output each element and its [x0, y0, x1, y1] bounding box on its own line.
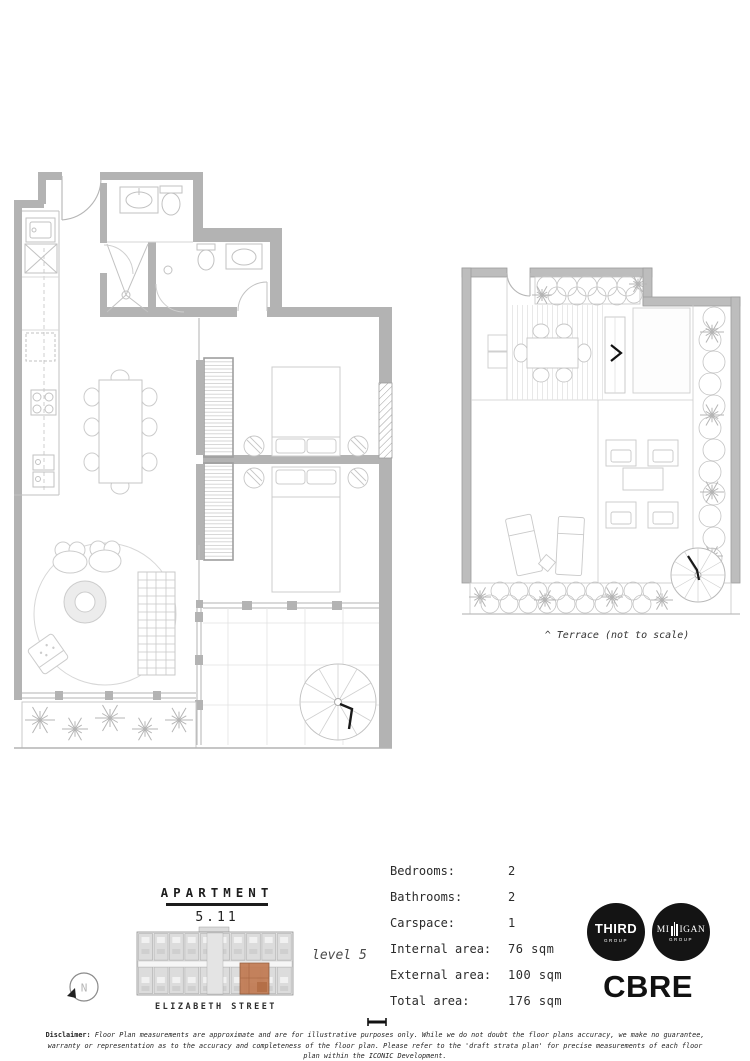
detail-row — [390, 916, 600, 942]
detail-value: 2 — [508, 890, 516, 905]
detail-label: Total area: — [390, 994, 470, 1009]
detail-value: 2 — [508, 864, 516, 878]
main-floor-plan — [10, 165, 400, 760]
bathroom-2 — [156, 244, 267, 312]
milligan-logo-sub: GROUP — [668, 937, 693, 943]
dining-set — [84, 370, 157, 494]
exterior-planter-strip — [379, 383, 392, 458]
planter-box — [22, 702, 196, 748]
bedroom-1 — [199, 318, 368, 457]
detail-row — [390, 942, 600, 968]
apartment-number: 5.11 — [195, 909, 239, 925]
top-planter — [532, 276, 647, 305]
lounge-chair — [27, 633, 69, 675]
outdoor-lounge — [505, 440, 678, 576]
bed — [272, 367, 340, 456]
spiral-stair — [671, 548, 725, 602]
detail-value: 76 sqm — [508, 942, 555, 957]
detail-label: Internal area: — [390, 942, 492, 957]
terrace-door — [507, 273, 530, 296]
detail-label: Bedrooms: — [390, 864, 456, 878]
shelf-unit — [138, 572, 175, 675]
title-block — [132, 885, 302, 925]
detail-row — [390, 994, 600, 1020]
level-key-plan — [135, 926, 295, 1004]
bed — [272, 467, 340, 592]
wardrobe — [204, 358, 233, 457]
sun-lounger — [505, 514, 542, 576]
detail-label: External area: — [390, 968, 492, 983]
milligan-group-logo — [652, 903, 710, 961]
apartment-details — [390, 864, 600, 1021]
third-group-logo — [587, 903, 645, 961]
cbre-logo: CBRE — [603, 969, 693, 1004]
third-logo-sub: GROUP — [603, 937, 628, 943]
north-label: N — [80, 981, 88, 995]
spiral-stair — [300, 664, 376, 740]
milligan-logo-text: MI — [656, 925, 670, 936]
entry-door — [62, 176, 101, 220]
detail-value: 176 sqm — [508, 994, 563, 1009]
detail-row — [390, 968, 600, 994]
detail-row — [390, 864, 600, 890]
core — [207, 933, 223, 994]
title-underline — [166, 903, 268, 906]
street-label: ELIZABETH STREET — [155, 1002, 277, 1012]
walls — [14, 172, 392, 748]
highlighted-unit — [240, 963, 269, 994]
detail-value: 100 sqm — [508, 968, 563, 983]
skyscraper-icon — [670, 922, 678, 936]
level-label: level 5 — [312, 948, 367, 963]
bench-seat — [605, 317, 625, 393]
disclaimer-text: Floor Plan measurements are approximate and are for illustrative purposes only. While we do not doubt the floor plans accuracy, we make no guarantee, warranty or representation as to the accuracy and completeness of the floor plan. Please refer to the 'draft strata plan' for precise measurements of each floor plan within the ICONIC Development. — [47, 1031, 705, 1061]
service-units — [488, 335, 507, 368]
balcony — [203, 608, 379, 745]
bedroom-2 — [199, 463, 368, 600]
disclaimer-label: Disclaimer: — [45, 1031, 91, 1039]
terrace-caption: ^ Terrace (not to scale) — [544, 630, 690, 641]
detail-label: Bathrooms: — [390, 890, 463, 905]
milligan-logo-text: IGAN — [679, 925, 706, 936]
sun-lounger — [556, 516, 585, 575]
north-arrow-icon — [58, 966, 104, 1008]
wardrobe — [204, 463, 233, 560]
third-logo-text: THIRD — [594, 921, 638, 937]
right-planter — [699, 307, 725, 568]
apartment-label: APARTMENT — [160, 885, 274, 900]
scale-bar-icon — [366, 1017, 388, 1027]
skylight-box — [633, 308, 690, 393]
detail-row — [390, 890, 600, 916]
detail-value: 1 — [508, 916, 516, 931]
terrace-floor-plan — [455, 260, 745, 625]
living-room — [27, 541, 176, 685]
disclaimer — [45, 1030, 705, 1061]
detail-label: Carspace: — [390, 916, 456, 931]
